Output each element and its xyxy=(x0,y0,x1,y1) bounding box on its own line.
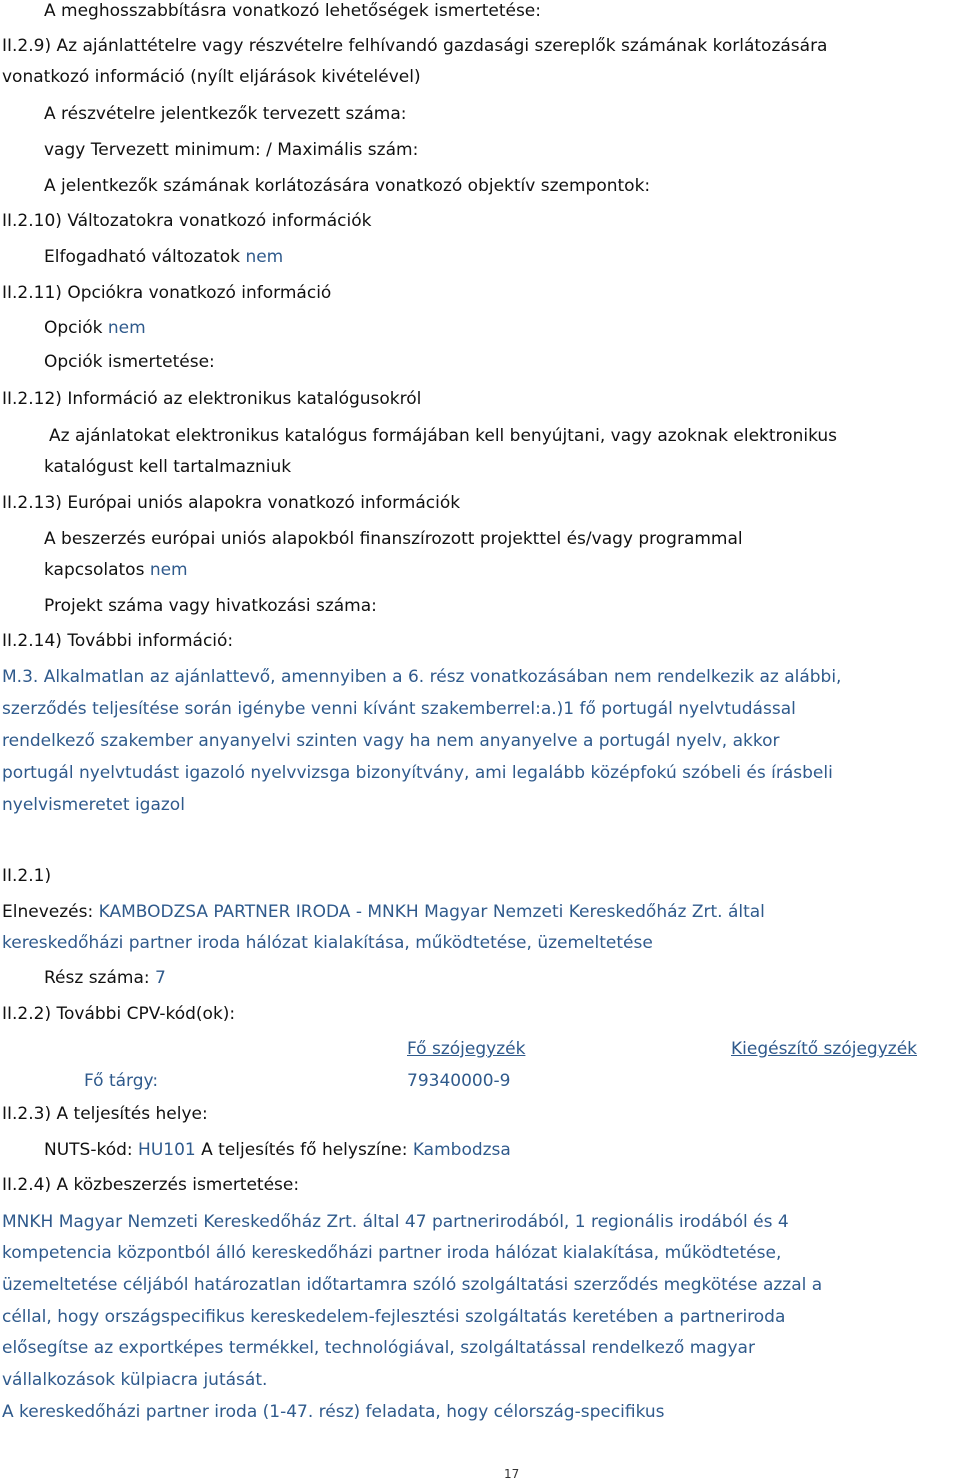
description-text-2: kompetencia központból álló kereskedőházi partner iroda hálózat kialakítása, működtetése, xyxy=(2,1243,782,1263)
section-heading-ii-2-9-cont: vonatkozó információ (nyílt eljárások kivételével) xyxy=(2,67,421,87)
place-value: Kambodzsa xyxy=(412,1140,511,1160)
title-value-cont: kereskedőházi partner iroda hálózat kialakítása, működtetése, üzemeltetése xyxy=(2,933,653,953)
options-value: nem xyxy=(107,318,146,338)
variants-value: nem xyxy=(245,247,284,267)
section-heading-ii-2-14: II.2.14) További információ: xyxy=(2,631,234,651)
title-value: KAMBODZSA PARTNER IRODA - MNKH Magyar Nemzeti Kereskedőház Zrt. által xyxy=(98,902,765,922)
section-heading-ii-2-9: II.2.9) Az ajánlattételre vagy részvételre felhívandó gazdasági szereplők számának korlátozására xyxy=(2,36,828,56)
page-number: 17 xyxy=(504,1467,520,1481)
section-heading-ii-2-12: II.2.12) Információ az elektronikus katalógusokról xyxy=(2,389,422,409)
variants-label: Elfogadható változatok xyxy=(44,247,246,267)
description-text-4: céllal, hogy országspecifikus kereskedelem-fejlesztési szolgáltatás keretében a partneriroda xyxy=(2,1307,786,1327)
description-text-6: vállalkozások külpiacra jutását. xyxy=(2,1370,268,1390)
additional-info-text-3: rendelkező szakember anyanyelvi szinten vagy ha nem anyanyelve a portugál nyelv, akkor xyxy=(2,731,780,751)
nuts-value: HU101 xyxy=(138,1140,196,1160)
section-heading-ii-2-1: II.2.1) xyxy=(2,866,52,886)
description-text-1: MNKH Magyar Nemzeti Kereskedőház Zrt. által 47 partnerirodából, 1 regionális irodából és 4 xyxy=(2,1212,789,1232)
project-number-label: Projekt száma vagy hivatkozási száma: xyxy=(44,596,377,616)
section-heading-ii-2-4: II.2.4) A közbeszerzés ismertetése: xyxy=(2,1175,300,1195)
min-max-label: vagy Tervezett minimum: / Maximális szám: xyxy=(44,140,419,160)
section-heading-ii-2-2: II.2.2) További CPV-kód(ok): xyxy=(2,1004,236,1024)
catalogue-text: Az ajánlatokat elektronikus katalógus formájában kell benyújtani, vagy azoknak elektronikus xyxy=(49,426,838,446)
options-label: Opciók xyxy=(44,318,108,338)
additional-info-text-2: szerződés teljesítése során igénybe venni kívánt szakemberrel:a.)1 fő portugál nyelvtudással xyxy=(2,699,796,719)
planned-applicants-label: A részvételre jelentkezők tervezett száma: xyxy=(44,104,407,124)
extension-description-label: A meghosszabbításra vonatkozó lehetőségek ismertetése: xyxy=(44,1,541,21)
eu-funds-text: A beszerzés európai uniós alapokból finanszírozott projekttel és/vagy programmal xyxy=(44,529,743,549)
additional-info-text-4: portugál nyelvtudást igazoló nyelvvizsga bizonyítvány, ami legalább középfokú szóbeli és írásbeli xyxy=(2,763,833,783)
main-vocabulary-header: Fő szójegyzék xyxy=(407,1039,526,1059)
description-text-5: elősegítse az exportképes termékkel, technológiával, szolgáltatással rendelkező magyar xyxy=(2,1338,755,1358)
section-heading-ii-2-3: II.2.3) A teljesítés helye: xyxy=(2,1104,208,1124)
variants-row xyxy=(44,247,283,267)
lot-number-row xyxy=(44,968,166,988)
nuts-row xyxy=(44,1140,511,1160)
section-heading-ii-2-13: II.2.13) Európai uniós alapokra vonatkozó információk xyxy=(2,493,461,513)
catalogue-text-cont: katalógust kell tartalmazniuk xyxy=(44,457,292,477)
options-row xyxy=(44,318,146,338)
additional-info-text: M.3. Alkalmatlan az ajánlattevő, amennyiben a 6. rész vonatkozásában nem rendelkezik az alábbi, xyxy=(2,667,842,687)
options-description-label: Opciók ismertetése: xyxy=(44,352,215,372)
place-label: A teljesítés fő helyszíne: xyxy=(195,1140,413,1160)
title-label: Elnevezés: xyxy=(2,902,99,922)
supplementary-vocabulary-header: Kiegészítő szójegyzék xyxy=(731,1039,917,1059)
lot-number-value: 7 xyxy=(155,968,166,988)
section-heading-ii-2-10: II.2.10) Változatokra vonatkozó információk xyxy=(2,211,372,231)
main-object-label: Fő tárgy: xyxy=(84,1071,159,1091)
eu-funds-value: nem xyxy=(149,560,188,580)
main-cpv-code: 79340000-9 xyxy=(407,1071,511,1091)
eu-funds-row xyxy=(44,560,188,580)
description-text-3: üzemeltetése céljából határozatlan időtartamra szóló szolgáltatási szerződés megkötése azzal a xyxy=(2,1275,823,1295)
lot-number-label: Rész száma: xyxy=(44,968,155,988)
title-row xyxy=(2,902,765,922)
eu-funds-label: kapcsolatos xyxy=(44,560,150,580)
objective-criteria-label: A jelentkezők számának korlátozására vonatkozó objektív szempontok: xyxy=(44,176,651,196)
additional-info-text-5: nyelvismeretet igazol xyxy=(2,795,185,815)
nuts-label: NUTS-kód: xyxy=(44,1140,139,1160)
description-text-7: A kereskedőházi partner iroda (1-47. rész) feladata, hogy célország-specifikus xyxy=(2,1402,665,1422)
section-heading-ii-2-11: II.2.11) Opciókra vonatkozó információ xyxy=(2,283,332,303)
